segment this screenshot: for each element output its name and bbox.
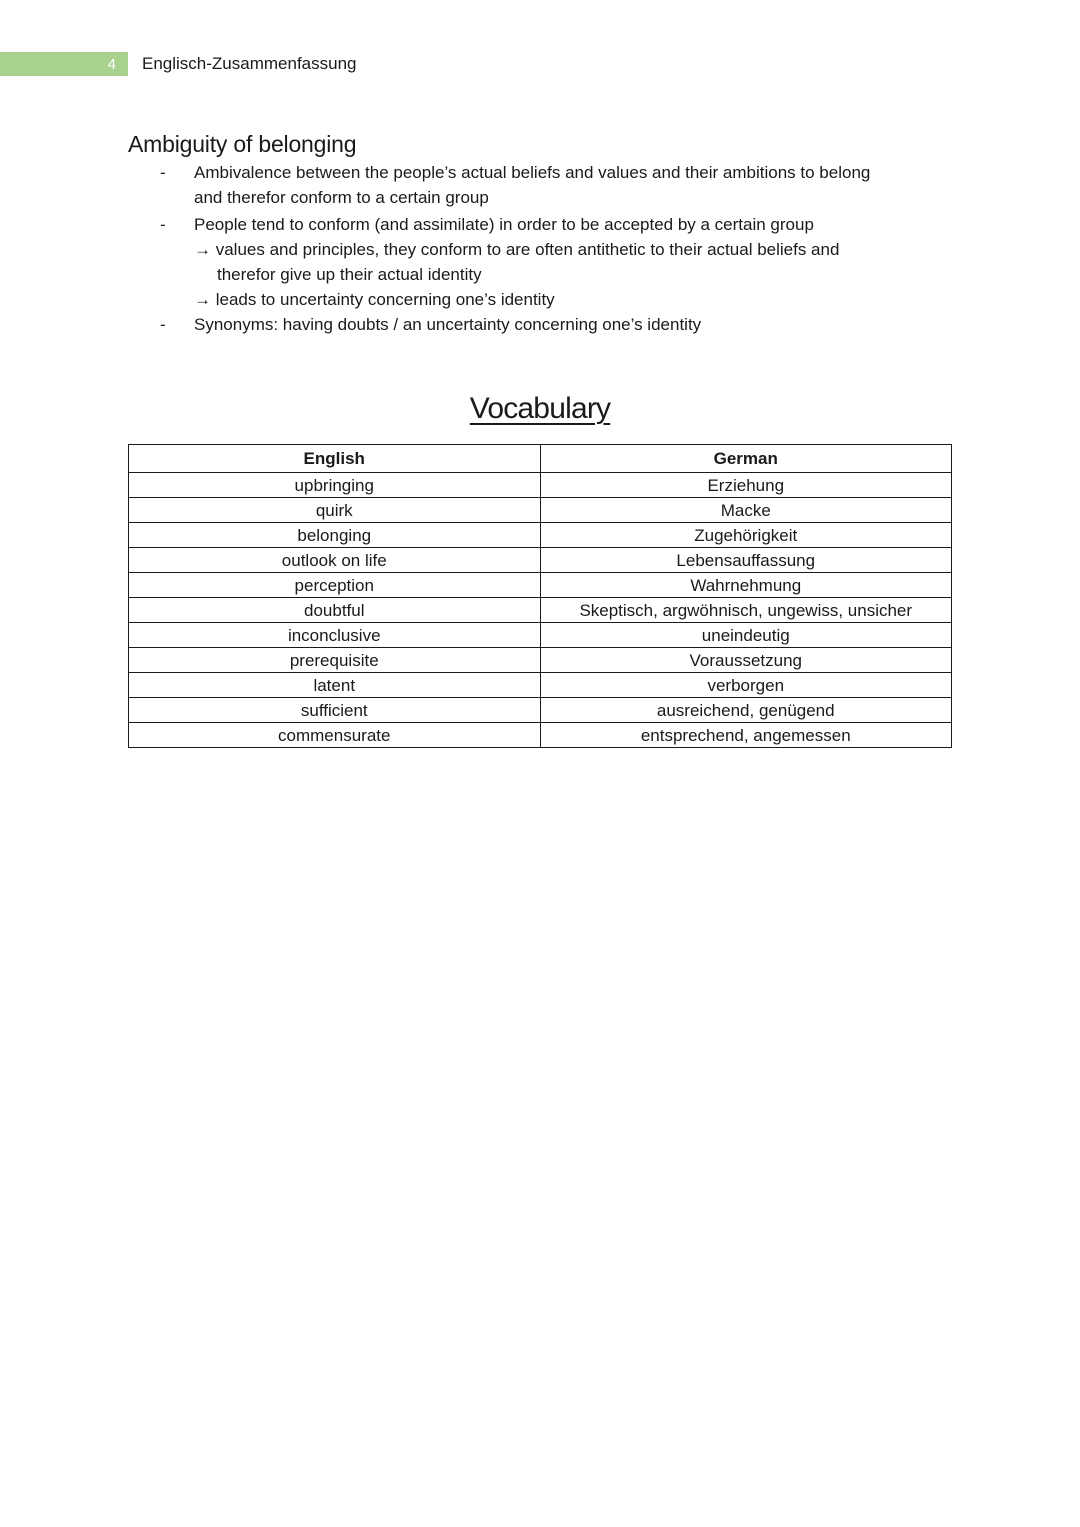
german-term: uneindeutig <box>540 623 952 648</box>
table-header-row <box>129 445 952 473</box>
table-row <box>129 498 952 523</box>
page-header <box>0 52 356 76</box>
english-term: upbringing <box>129 473 541 498</box>
vocabulary-table <box>128 444 952 748</box>
german-term: entsprechend, angemessen <box>540 723 952 748</box>
table-row <box>129 698 952 723</box>
sub-point-continued: therefor give up their actual identity <box>217 265 482 284</box>
table-row <box>129 548 952 573</box>
table-row <box>129 573 952 598</box>
document-title: Englisch-Zusammenfassung <box>142 54 357 73</box>
bullet-item <box>128 312 968 337</box>
table-row <box>129 623 952 648</box>
page-number: 4 <box>0 52 128 76</box>
bullet-text: Synonyms: having doubts / an uncertainty concerning one’s identity <box>194 315 702 334</box>
table-row <box>129 673 952 698</box>
bullet-text: Ambivalence between the people’s actual beliefs and values and their ambitions to belong <box>194 163 871 182</box>
german-term: ausreichend, genügend <box>540 698 952 723</box>
german-term: Voraussetzung <box>540 648 952 673</box>
english-term: commensurate <box>129 723 541 748</box>
column-header-german: German <box>540 445 952 473</box>
german-term: Erziehung <box>540 473 952 498</box>
english-term: perception <box>129 573 541 598</box>
english-term: prerequisite <box>129 648 541 673</box>
german-term: Zugehörigkeit <box>540 523 952 548</box>
german-term: Skeptisch, argwöhnisch, ungewiss, unsicher <box>540 598 952 623</box>
english-term: outlook on life <box>129 548 541 573</box>
bullet-dash: - <box>160 215 166 234</box>
table-row <box>129 648 952 673</box>
vocabulary-title-text: Vocabulary <box>469 392 611 425</box>
bullet-list <box>128 160 968 337</box>
german-term: Lebensauffassung <box>540 548 952 573</box>
sub-point: → leads to uncertainty concerning one’s identity <box>194 290 555 309</box>
bullet-text-continued: and therefor conform to a certain group <box>194 188 489 207</box>
bullet-dash: - <box>160 163 166 182</box>
table-row <box>129 598 952 623</box>
section-heading: Ambiguity of belonging <box>128 131 357 157</box>
bullet-item <box>128 160 968 210</box>
bullet-text: People tend to conform (and assimilate) in order to be accepted by a certain group <box>194 215 814 234</box>
column-header-english: English <box>129 445 541 473</box>
table-row <box>129 473 952 498</box>
german-term: Wahrnehmung <box>540 573 952 598</box>
english-term: inconclusive <box>129 623 541 648</box>
bullet-dash: - <box>160 315 166 334</box>
english-term: belonging <box>129 523 541 548</box>
english-term: doubtful <box>129 598 541 623</box>
english-term: latent <box>129 673 541 698</box>
table-row <box>129 723 952 748</box>
german-term: Macke <box>540 498 952 523</box>
bullet-item <box>128 212 968 312</box>
vocabulary-title <box>0 392 1080 426</box>
german-term: verborgen <box>540 673 952 698</box>
table-row <box>129 523 952 548</box>
english-term: quirk <box>129 498 541 523</box>
english-term: sufficient <box>129 698 541 723</box>
sub-point: → values and principles, they conform to are often antithetic to their actual beliefs and <box>194 240 840 259</box>
